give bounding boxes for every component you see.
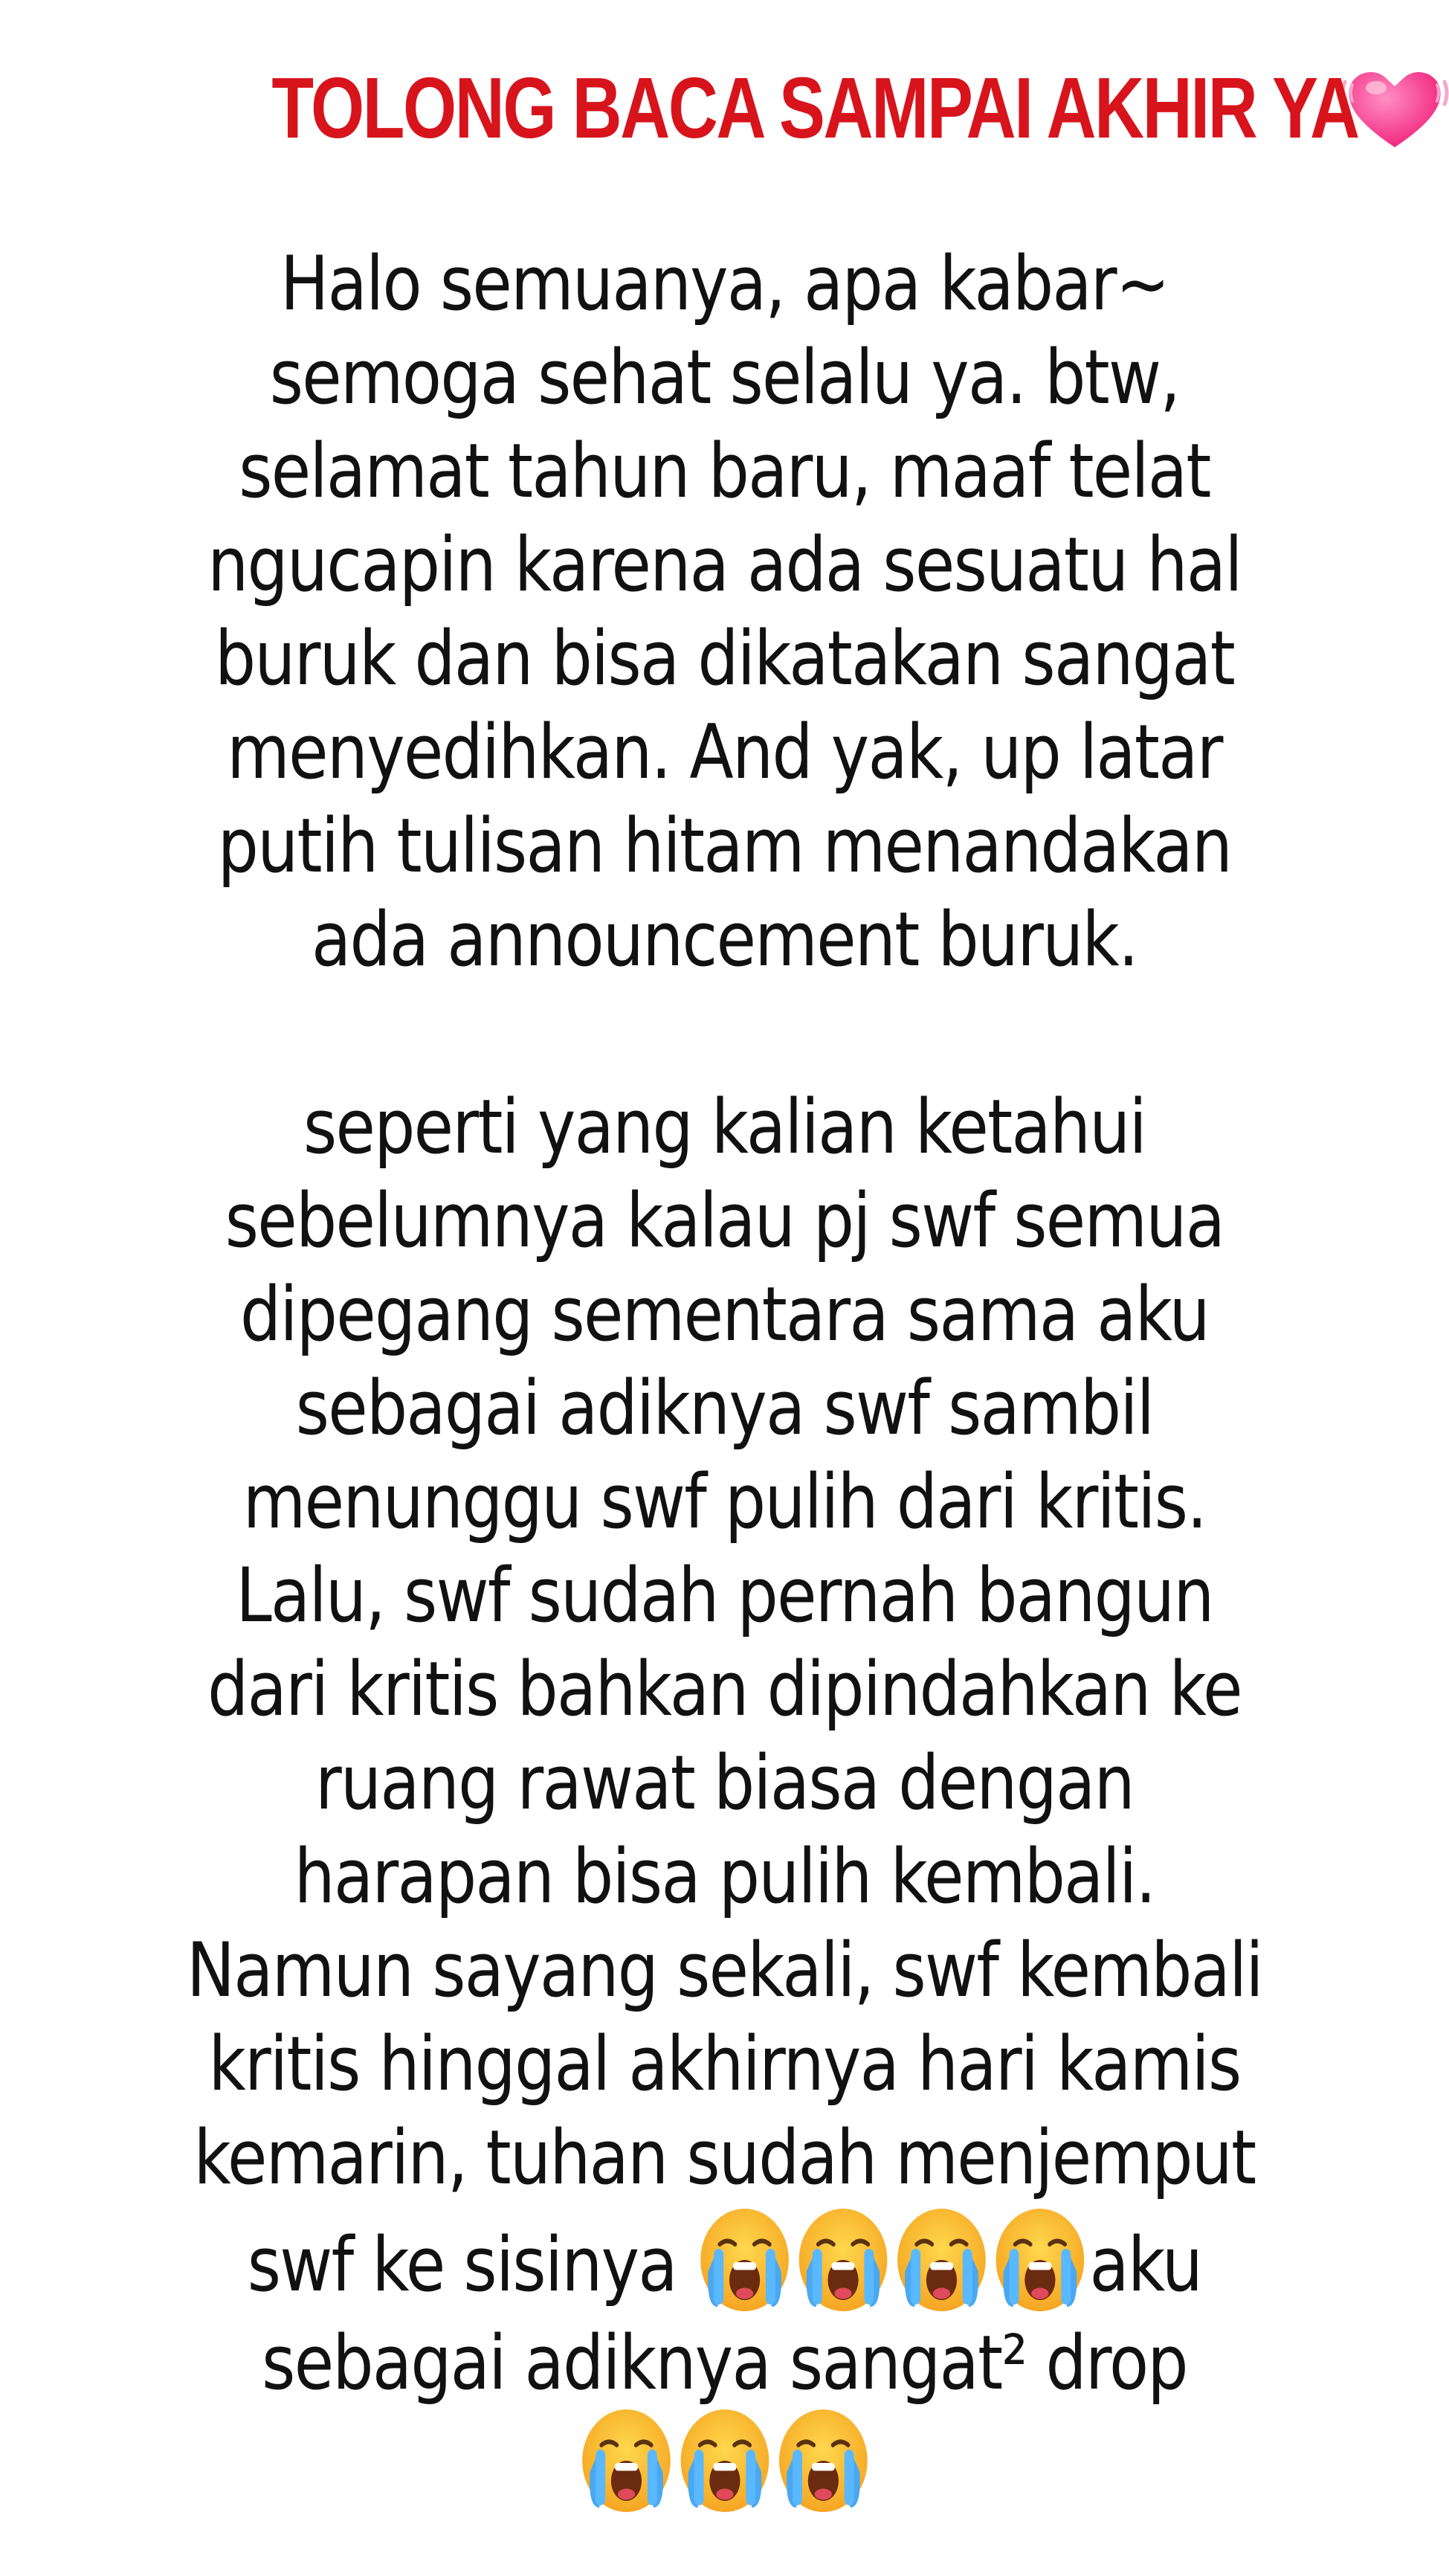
text-line: buruk dan bisa dikatakan sangat bbox=[214, 614, 1235, 702]
text-line: harapan bisa pulih kembali. bbox=[294, 1832, 1155, 1920]
text-line: dipegang sementara sama aku bbox=[239, 1270, 1210, 1358]
text-line: ruang rawat biasa dengan bbox=[314, 1739, 1135, 1826]
loudly-crying-face-icon bbox=[796, 2204, 891, 2316]
loudly-crying-face-icon bbox=[993, 2204, 1088, 2316]
text-line: semoga sehat selalu ya. btw, bbox=[269, 333, 1180, 421]
text-line: sebagai adiknya sangat² drop bbox=[262, 2319, 1187, 2406]
text-line: sebelumnya kalau pj swf semua bbox=[225, 1176, 1224, 1264]
text-fragment: aku bbox=[1089, 2221, 1202, 2308]
paragraph-announcement bbox=[89, 1080, 1360, 2524]
loudly-crying-face-icon bbox=[578, 2405, 674, 2517]
text-line: menyedihkan. And yak, up latar bbox=[227, 708, 1222, 796]
paragraph-greeting bbox=[89, 236, 1360, 986]
loudly-crying-face-icon bbox=[697, 2204, 793, 2316]
loudly-crying-face-icon bbox=[775, 2405, 871, 2517]
text-line: dari kritis bahkan dipindahkan ke bbox=[207, 1645, 1242, 1733]
text-line: Lalu, swf sudah pernah bangun bbox=[236, 1551, 1213, 1639]
page-title: TOLONG BACA SAMPAI AKHIR YA bbox=[271, 59, 1358, 156]
text-fragment: swf ke sisinya bbox=[247, 2221, 677, 2308]
text-line: kritis hinggal akhirnya hari kamis bbox=[208, 2020, 1241, 2108]
text-line: sebagai adiknya swf sambil bbox=[295, 1364, 1154, 1452]
loudly-crying-face-icon bbox=[677, 2405, 772, 2517]
text-line: kemarin, tuhan sudah menjemput bbox=[193, 2113, 1256, 2201]
title-row bbox=[0, 58, 1449, 158]
text-line: putih tulisan hitam menandakan bbox=[217, 802, 1232, 889]
text-line: seperti yang kalian ketahui bbox=[303, 1083, 1146, 1171]
text-line: menunggu swf pulih dari kritis. bbox=[242, 1458, 1207, 1545]
text-line: ada announcement buruk. bbox=[311, 895, 1138, 983]
emoji-row bbox=[178, 2405, 1271, 2524]
text-line-with-emoji bbox=[178, 2204, 1271, 2316]
loudly-crying-face-icon bbox=[894, 2204, 990, 2316]
text-line: selamat tahun baru, maaf telat bbox=[239, 427, 1210, 515]
text-line: Namun sayang sekali, swf kembali bbox=[187, 1926, 1262, 2014]
text-line: ngucapin karena ada sesuatu hal bbox=[207, 521, 1242, 608]
text-line: Halo semuanya, apa kabar~ bbox=[280, 239, 1169, 327]
